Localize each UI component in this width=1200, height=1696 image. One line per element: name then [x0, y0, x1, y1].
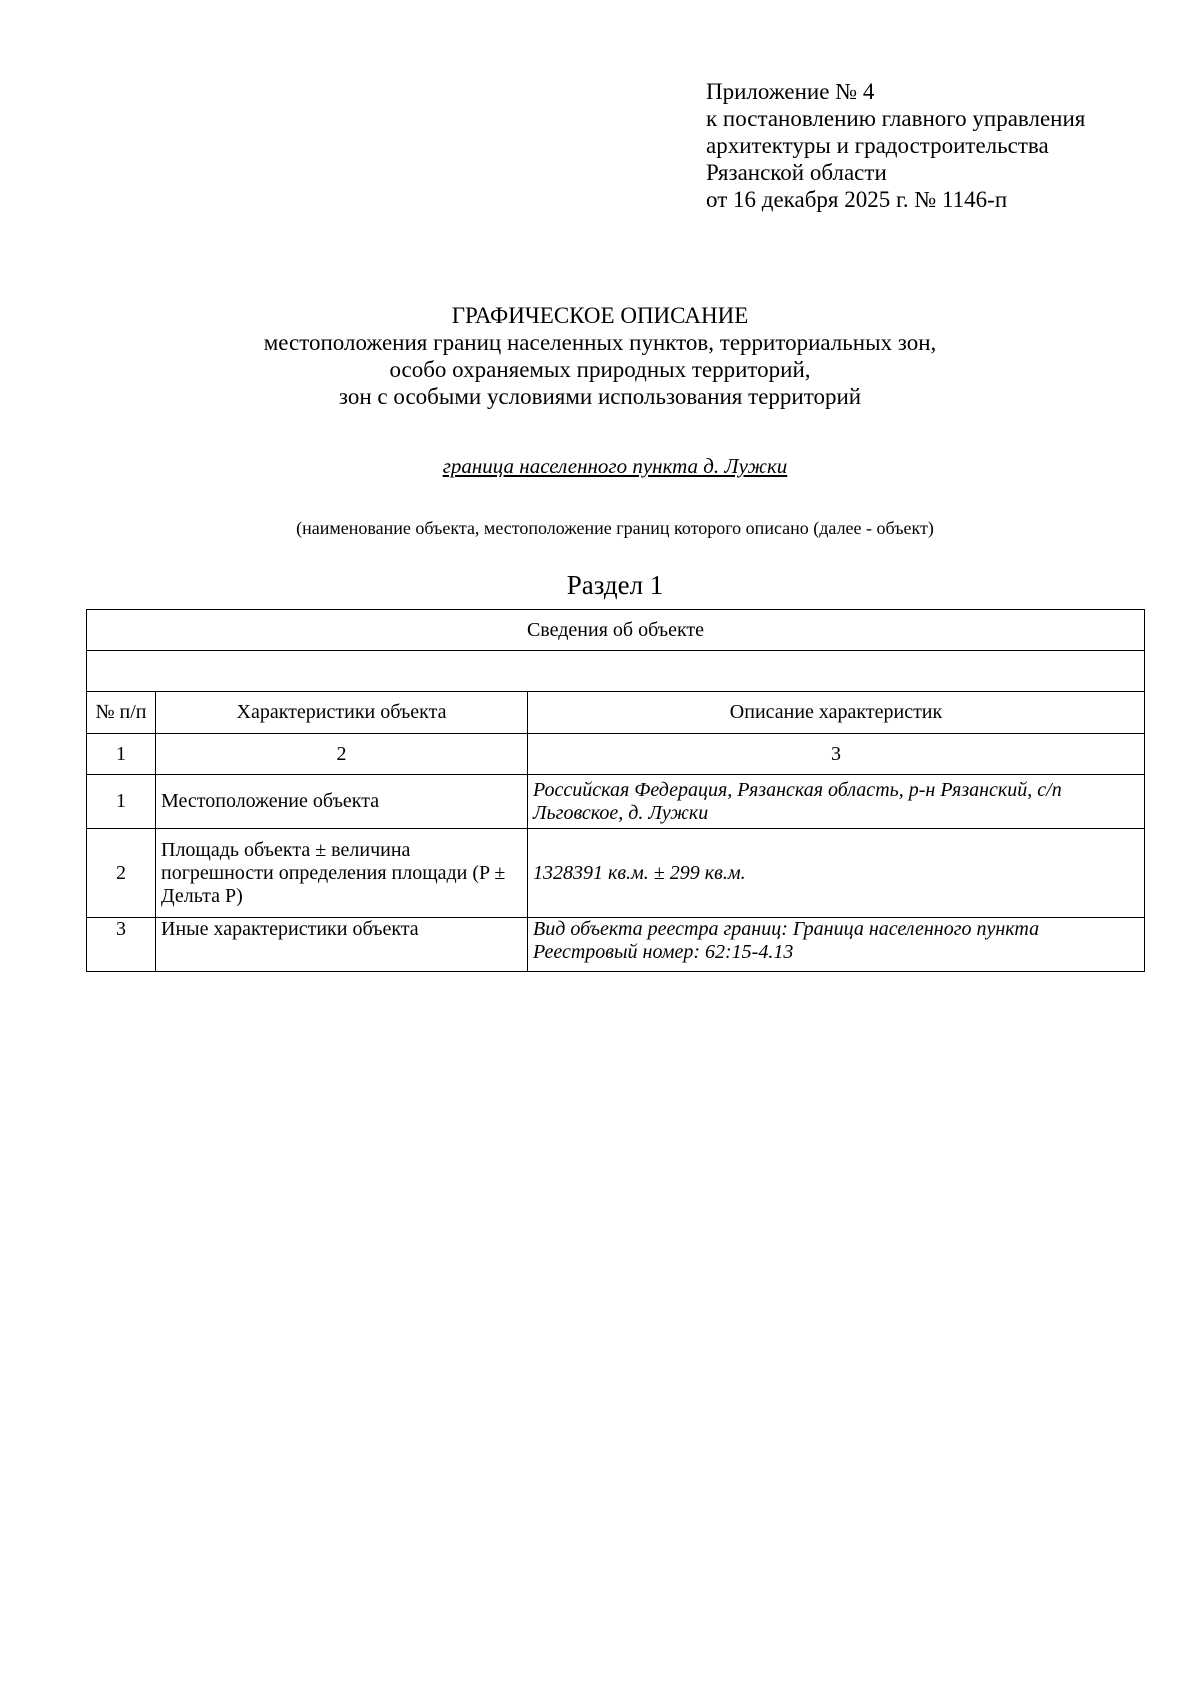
title-heading: ГРАФИЧЕСКОЕ ОПИСАНИЕ [451, 303, 749, 328]
column-header-description: Описание характеристик [528, 692, 1145, 734]
title-line: зон с особыми условиями использования территорий [338, 384, 862, 409]
document-title [0, 302, 1200, 410]
attachment-note [706, 78, 1085, 213]
table-row [87, 775, 1145, 829]
attachment-line: Приложение № 4 [706, 79, 875, 104]
row-number: 3 [87, 918, 156, 972]
row-number: 1 [87, 775, 156, 829]
row-number: 2 [87, 829, 156, 918]
table-column-numbers [87, 734, 1145, 775]
table-header-row [87, 610, 1145, 651]
table-empty-cell [87, 651, 1145, 692]
column-number: 3 [528, 734, 1145, 775]
table-column-headers [87, 692, 1145, 734]
description-line: Вид объекта реестра границ: Граница населенного пункта [533, 918, 1040, 940]
column-header-characteristic: Характеристики объекта [156, 692, 528, 734]
row-characteristic: Площадь объекта ± величина погрешности определения площади (P ± Дельта P) [156, 829, 528, 918]
column-number: 1 [87, 734, 156, 775]
title-line: местоположения границ населенных пунктов, территориальных зон, [263, 330, 937, 355]
table-header: Сведения об объекте [87, 610, 1145, 651]
title-line: особо охраняемых природных территорий, [389, 357, 811, 382]
attachment-line: от 16 декабря 2025 г. № 1146-п [706, 187, 1008, 212]
column-header-num: № п/п [87, 692, 156, 734]
object-caption: (наименование объекта, местоположение границ которого описано (далее - объект) [296, 518, 934, 538]
row-description [528, 918, 1145, 972]
table-row [87, 829, 1145, 918]
row-characteristic: Иные характеристики объекта [156, 918, 528, 972]
attachment-line: Рязанской области [706, 160, 887, 185]
object-name-text: граница населенного пункта д. Лужки [442, 454, 788, 478]
section-title: Раздел 1 [566, 570, 664, 600]
row-description [528, 775, 1145, 829]
table-empty-row [87, 651, 1145, 692]
table-row [87, 918, 1145, 972]
object-name [0, 454, 1200, 479]
description-line: 1328391 кв.м. ± 299 кв.м. [533, 861, 746, 884]
object-info-table [86, 609, 1145, 972]
attachment-line: к постановлению главного управления [706, 106, 1086, 131]
attachment-line: архитектуры и градостроительства [706, 133, 1049, 158]
description-line: Российская Федерация, Рязанская область, р-н Рязанский, с/п Льговское, д. Лужки [533, 778, 1062, 824]
column-number: 2 [156, 734, 528, 775]
description-line: Реестровый номер: 62:15-4.13 [533, 941, 794, 963]
row-characteristic: Местоположение объекта [156, 775, 528, 829]
row-description [528, 829, 1145, 918]
